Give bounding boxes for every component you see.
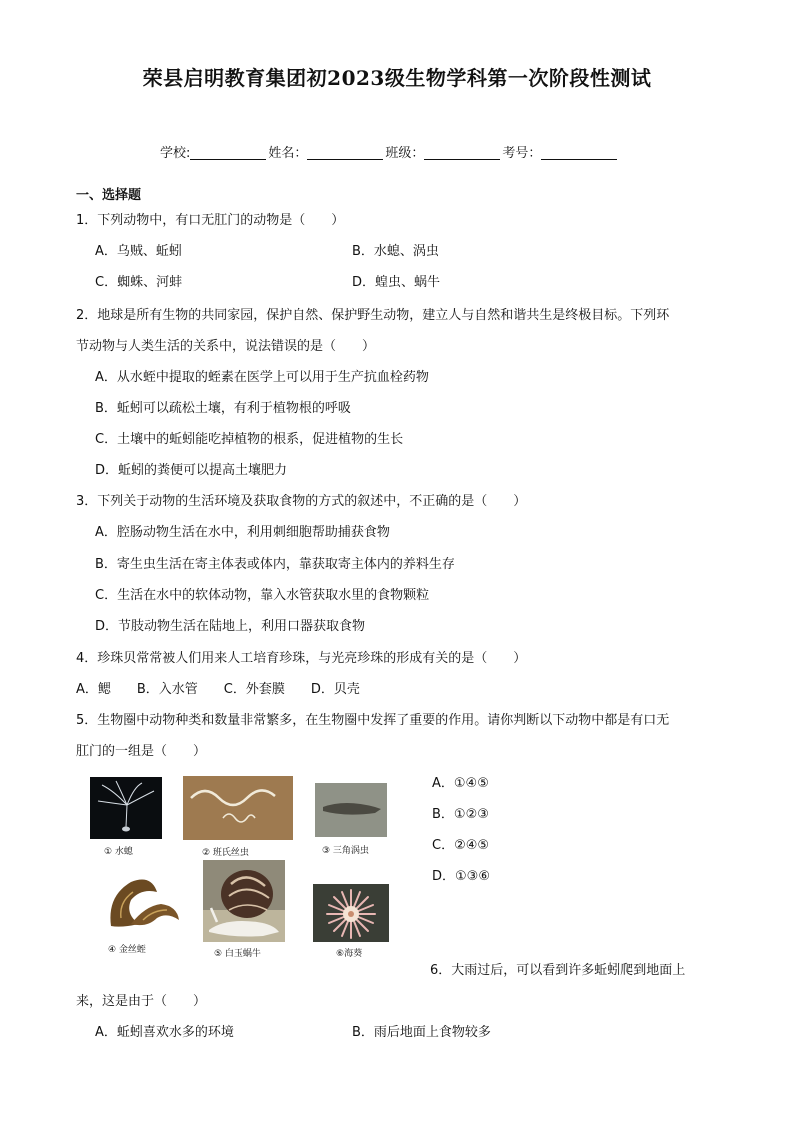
name-label: 姓名： (268, 146, 308, 161)
name-blank (307, 145, 383, 160)
caption-planarian: ③ 三角涡虫 (322, 846, 369, 856)
question-5-option-b: B．①②③ (432, 807, 489, 822)
question-3-option-a: A．腔肠动物生活在水中，利用刺细胞帮助捕获食物 (95, 525, 390, 540)
question-2-stem-line2: 节动物与人类生活的关系中，说法错误的是（ ） (76, 339, 376, 354)
question-5-stem-line1: 5．生物圈中动物种类和数量非常繁多，在生物圈中发挥了重要的作用。请你判断以下动物中都是有口无 (76, 713, 670, 728)
question-1-option-d: D．蝗虫、蜗牛 (352, 275, 441, 290)
page-title: 荣县启明教育集团初2023级生物学科第一次阶段性测试 (142, 66, 652, 90)
student-info-row (160, 142, 619, 161)
question-2-stem-line1: 2．地球是所有生物的共同家园，保护自然、保护野生动物，建立人与自然和谐共生是终极目标。下列环 (76, 308, 670, 323)
sea-anemone-photo (313, 884, 389, 946)
question-5-stem-line2: 肛门的一组是（ ） (76, 744, 207, 759)
snail-photo (203, 860, 285, 946)
question-5-option-d: D．①③⑥ (432, 869, 490, 884)
question-1-option-c: C．蜘蛛、河蚌 (95, 275, 183, 290)
question-5-option-a: A．①④⑤ (432, 776, 489, 791)
question-3-stem: 3．下列关于动物的生活环境及获取食物的方式的叙述中，不正确的是（ ） (76, 494, 527, 509)
question-6-option-a: A．蚯蚓喜欢水多的环境 (95, 1025, 234, 1040)
question-1-option-b: B．水螅、涡虫 (352, 244, 439, 259)
question-1-stem: 1．下列动物中，有口无肛门的动物是（ ） (76, 213, 345, 228)
class-label: 班级： (385, 146, 425, 161)
section-heading: 一、选择题 (76, 188, 142, 203)
question-6-stem-line1: 6．大雨过后，可以看到许多蚯蚓爬到地面上 (430, 963, 686, 978)
school-label: 学校: (160, 146, 191, 161)
question-3-option-b: B．寄生虫生活在寄主体表或体内，靠获取寄主体内的养料生存 (95, 557, 455, 572)
question-4-options: A．鳃 B．入水管 C．外套膜 D．贝壳 (76, 682, 360, 697)
question-6-stem-line2: 来，这是由于（ ） (76, 994, 207, 1009)
filarial-worm-photo (183, 776, 293, 844)
question-4-stem: 4．珍珠贝常常被人们用来人工培育珍珠，与光亮珍珠的形成有关的是（ ） (76, 651, 527, 666)
caption-leech: ④ 金丝蛭 (108, 945, 146, 955)
question-2-option-c: C．土壤中的蚯蚓能吃掉植物的根系，促进植物的生长 (95, 432, 404, 447)
leech-photo (101, 866, 185, 944)
caption-hydra: ① 水螅 (104, 847, 133, 857)
question-2-option-d: D．蚯蚓的粪便可以提高土壤肥力 (95, 463, 288, 478)
class-blank (424, 145, 500, 160)
caption-filarial-worm: ② 班氏丝虫 (202, 848, 249, 858)
question-1-option-a: A．乌贼、蚯蚓 (95, 244, 182, 259)
caption-snail: ⑤ 白玉蜗牛 (214, 949, 261, 959)
exam-no-label: 考号： (502, 146, 542, 161)
school-blank (190, 145, 266, 160)
exam-no-blank (541, 145, 617, 160)
question-2-option-a: A．从水蛭中提取的蛭素在医学上可以用于生产抗血栓药物 (95, 370, 429, 385)
planarian-photo (315, 783, 387, 841)
question-2-option-b: B．蚯蚓可以疏松土壤，有利于植物根的呼吸 (95, 401, 351, 416)
question-5-option-c: C．②④⑤ (432, 838, 490, 853)
question-3-option-d: D．节肢动物生活在陆地上，利用口器获取食物 (95, 619, 366, 634)
question-6-option-b: B．雨后地面上食物较多 (352, 1025, 491, 1040)
question-3-option-c: C．生活在水中的软体动物，靠入水管获取水里的食物颗粒 (95, 588, 430, 603)
hydra-photo (90, 777, 162, 843)
caption-sea-anemone: ⑥海葵 (336, 949, 363, 959)
